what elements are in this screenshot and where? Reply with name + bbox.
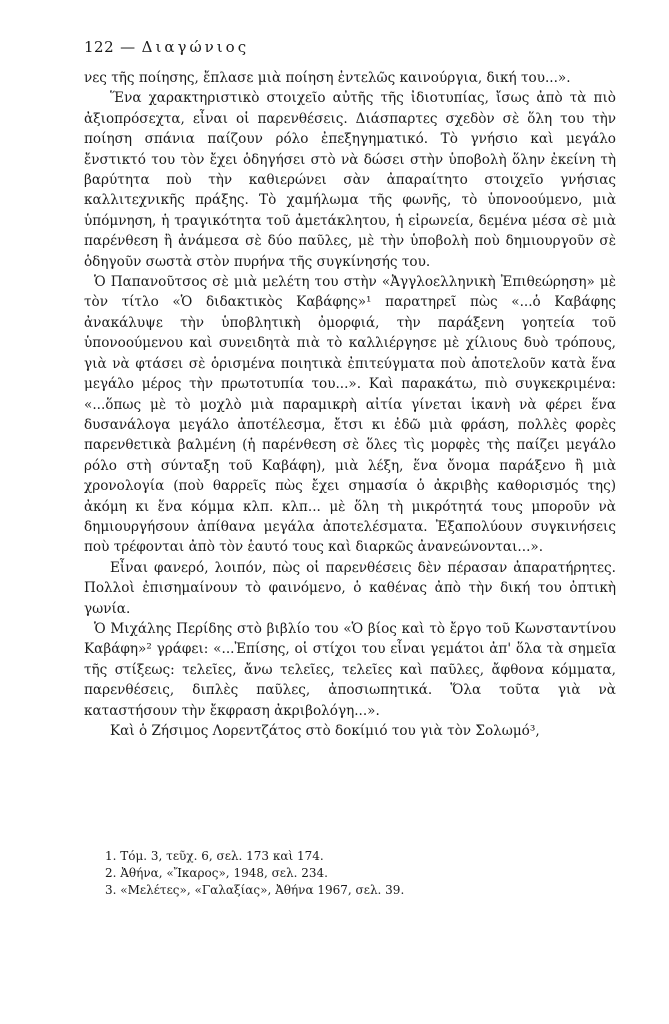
header-separator: —	[120, 38, 136, 56]
paragraph-lorentzatos: Καὶ ὁ Ζήσιμος Λορεντζάτος στὸ δοκίμιό του γιὰ τὸν Σολωμό³,	[110, 723, 540, 739]
paragraph-papanoutsos: Ὁ Παπανοῦτσος σὲ μιὰ μελέτη του στὴν «Ἀγγλοελληνικὴ Ἐπιθεώρηση» μὲ τὸν τίτλο «Ὁ διδακτικὸς Καβάφης»¹ παρατηρεῖ πὼς «...ὁ Καβάφης ἀνακάλυψε τὴν ὑποβλητικὴ ὀμορφιά, τὴν παράξενη γοητεία τοῦ ὑπονοούμενου καὶ συνειδητὰ πιὰ τὸ καλλιέργησε μὲ χίλιους δυὸ τρόπους, γιὰ νὰ φτάσει σὲ ὁρισμένα ποιητικὰ ἐπιτεύγματα ποὺ ἀποτελοῦν κατὰ ἕνα μεγάλο μέρος τὴν πρωτοτυπία του...». Καὶ παρακάτω, πιὸ συγκεκριμένα: «...ὅπως μὲ τὸ μοχλὸ μιὰ παραμικρὴ αἰτία γίνεται ἱκανὴ νὰ φέρει ἕνα δυσανάλογα μεγάλο ἀποτέλεσμα, ἔτσι κι ἐδῶ μιὰ φράση, πολλὲς φορὲς παρενθετικὰ βαλμένη (ἡ παρένθεση σὲ ὅλες τὶς μορφὲς τὴς παίζει μεγάλο ρόλο στὴ σύνταξη τοῦ Καβάφη), μιὰ λέξη, ἕνα ὄνομα παράξενο ἢ μιὰ χρονολογία (ποὺ θαρρεῖς πὼς ἔχει σημασία ὁ ἀκριβὴς καθορισμός της) ἀκόμη κι ἕνα κόμμα κλπ. κλπ... μὲ ὅλη τὴ μικρότητά τους μποροῦν νὰ δημιουργήσουν ἀπίθανα μεγάλα ἀποτελέσματα. Ἐξαπολύουν συγκινήσεις ποὺ τρέφονται ἀπὸ τὸν ἑαυτό τους καὶ διαρκῶς ἀνανεώνονται...».	[84, 274, 616, 556]
page-number: 122	[84, 38, 115, 56]
running-header	[84, 38, 249, 56]
paragraph-peridis: Ὁ Μιχάλης Περίδης στὸ βιβλίο του «Ὁ βίος καὶ τὸ ἔργο τοῦ Κωνσταντίνου Καβάφη»² γράφει: «...Ἐπίσης, οἱ στίχοι του εἶναι γεμάτοι ἀπ' ὅλα τὰ σημεῖα τῆς στίξεως: τελεῖες, ἄνω τελεῖες, τελεῖες καὶ παῦλες, ἄφθονα κόμματα, παρενθέσεις, διπλὲς παῦλες, ἀποσιωπητικά. Ὅλα τοῦτα γιὰ νὰ καταστήσουν τὴν ἔκφραση ἀκριβολόγη...».	[84, 620, 616, 719]
paragraph-parentheses-feature: Ἕνα χαρακτηριστικὸ στοιχεῖο αὐτῆς τῆς ἰδιοτυπίας, ἴσως ἀπὸ τὰ πιὸ ἀξιοπρόσεχτα, εἶναι οἱ παρενθέσεις. Διάσπαρτες σχεδὸν σὲ ὅλη του τὴν ποίηση σπάνια παίζουν ρόλο ἐπεξηγηματικό. Τὸ γνήσιο καὶ μεγάλο ἔνστικτό του τὸν ἔχει ὁδηγήσει στὸ νὰ δώσει στὴν ὑποβολὴ ὅλην ἐκείνη τὴ βαρύτητα ποὺ τὴν καθιερώνει σὰν ἀπαραίτητο στοιχεῖο γνήσιας καλλιτεχνικῆς πράξης. Τὸ χαμήλωμα τῆς φωνῆς, τὸ ὑπονοούμενο, μιὰ ὑπόμνηση, ἡ τραγικότητα τοῦ ἀμετάκλητου, ἡ εἰρωνεία, δεμένα μέσα σὲ μιὰ παρένθεση ἢ ἀνάμεσα σὲ δύο παῦλες, μὲ τὴν ὑποβολὴ ποὺ δημιουργοῦν σὲ ὁδηγοῦν σωστὰ στὸν πυρήνα τῆς συγκίνησής του.	[84, 90, 616, 270]
paragraph-continuation: νες τῆς ποίησης, ἔπλασε μιὰ ποίηση ἐντελῶς καινούργια, δική του...».	[84, 70, 571, 86]
footnotes	[105, 848, 585, 899]
body-text	[84, 68, 616, 741]
footnote: 3. «Μελέτες», «Γαλαξίας», Ἀθήνα 1967, σελ. 39.	[105, 883, 405, 897]
footnote: 1. Τόμ. 3, τεῦχ. 6, σελ. 173 καὶ 174.	[105, 849, 324, 863]
footnote: 2. Ἀθήνα, «Ἴκαρος», 1948, σελ. 234.	[105, 866, 328, 880]
running-title: Διαγώνιος	[141, 38, 250, 56]
paragraph-observation: Εἶναι φανερό, λοιπόν, πὼς οἱ παρενθέσεις δὲν πέρασαν ἀπαρατήρητες. Πολλοὶ ἐπισημαίνουν τὸ φαινόμενο, ὁ καθένας ἀπὸ τὴν δική του ὀπτικὴ γωνία.	[84, 559, 616, 617]
